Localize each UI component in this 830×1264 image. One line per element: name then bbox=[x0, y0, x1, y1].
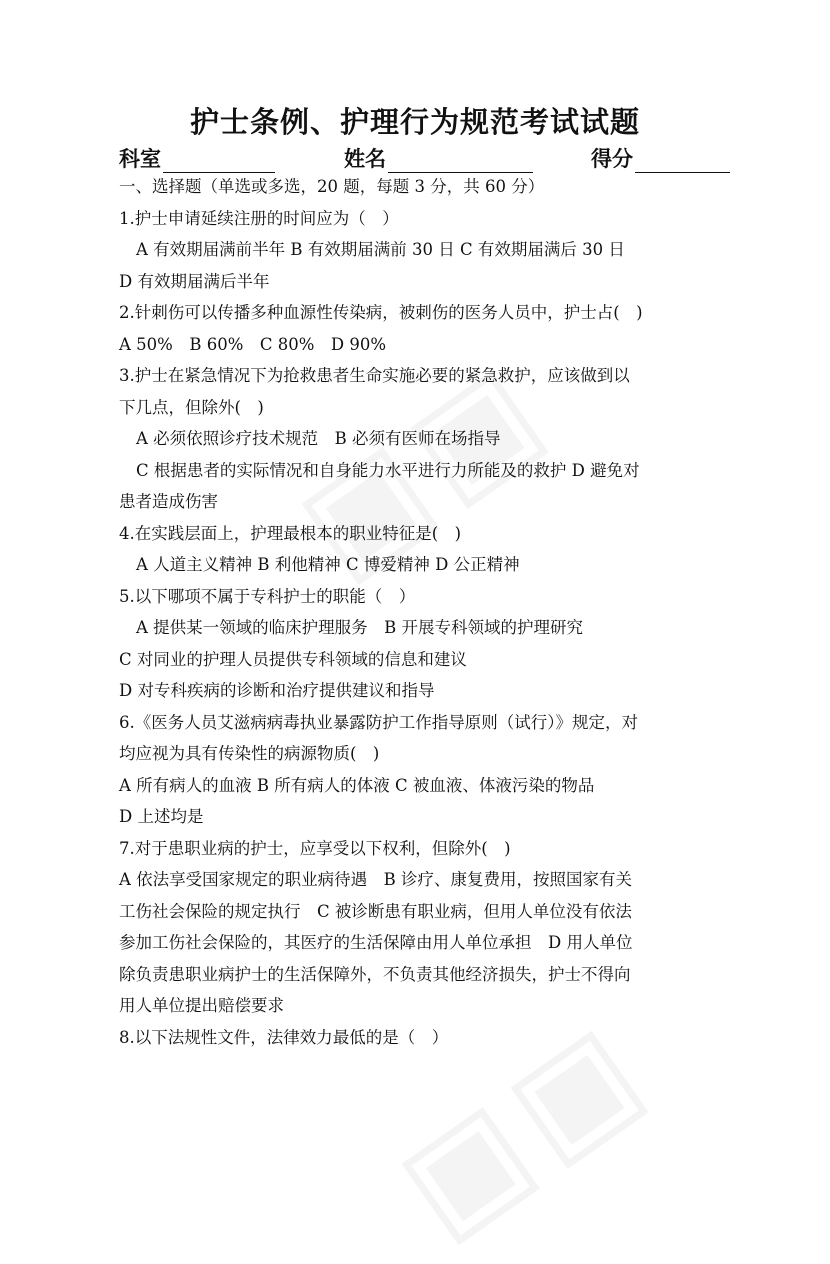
exam-header bbox=[119, 143, 739, 173]
section-heading: 一、选择题（单选或多选，20 题，每题 3 分，共 60 分） bbox=[119, 177, 545, 196]
question-text: 7.对于患职业病的护士，应享受以下权利，但除外( ) bbox=[119, 838, 511, 858]
name-label: 姓名 bbox=[344, 147, 386, 171]
question-text: 5.以下哪项不属于专科护士的职能（ ） bbox=[119, 586, 416, 606]
question-text: 2.针刺伤可以传播多种血源性传染病，被刺伤的医务人员中，护士占( ) bbox=[119, 303, 643, 322]
question-options: D 有效期届满后半年 bbox=[119, 271, 270, 291]
question-options: 参加工伤社会保险的，其医疗的生活保障由用人单位承担 D 用人单位 bbox=[119, 933, 633, 952]
question-options: 除负责患职业病护士的生活保障外，不负责其他经济损失，护士不得向 bbox=[119, 964, 631, 984]
exam-content bbox=[119, 171, 719, 1053]
dept-label: 科室 bbox=[119, 147, 161, 171]
question-text: 8.以下法规性文件，法律效力最低的是（ ） bbox=[119, 1027, 449, 1047]
question-options: A 必须依照诊疗技术规范 B 必须有医师在场指导 bbox=[136, 429, 501, 448]
question-text: 4.在实践层面上，护理最根本的职业特征是( ) bbox=[119, 523, 462, 543]
question-text: 均应视为具有传染性的病源物质( ) bbox=[119, 744, 380, 763]
question-text: 1.护士申请延续注册的时间应为（ ） bbox=[119, 208, 399, 228]
question-options: A 50% B 60% C 80% D 90% bbox=[119, 334, 387, 354]
question-options: A 提供某一领域的临床护理服务 B 开展专科领域的护理研究 bbox=[136, 618, 584, 637]
dept-blank bbox=[163, 150, 275, 173]
question-options: 工伤社会保险的规定执行 C 被诊断患有职业病，但用人单位没有依法 bbox=[119, 901, 632, 921]
question-options: 用人单位提出赔偿要求 bbox=[119, 996, 284, 1015]
score-blank bbox=[635, 150, 730, 173]
question-options: A 所有病人的血液 B 所有病人的体液 C 被血液、体液污染的物品 bbox=[119, 775, 595, 795]
question-text: 6.《医务人员艾滋病病毒执业暴露防护工作指导原则（试行）》规定，对 bbox=[119, 712, 638, 732]
name-blank bbox=[388, 150, 533, 173]
question-options: 患者造成伤害 bbox=[119, 492, 218, 511]
question-options: D 上述均是 bbox=[119, 807, 204, 826]
page-title: 护士条例、护理行为规范考试试题 bbox=[189, 105, 640, 139]
score-label: 得分 bbox=[591, 147, 633, 171]
question-options: C 根据患者的实际情况和自身能力水平进行力所能及的救护 D 避免对 bbox=[136, 460, 640, 480]
question-text: 3.护士在紧急情况下为抢救患者生命实施必要的紧急救护，应该做到以 bbox=[119, 366, 630, 385]
question-options: A 人道主义精神 B 利他精神 C 博爱精神 D 公正精神 bbox=[136, 555, 520, 574]
question-options: C 对同业的护理人员提供专科领域的信息和建议 bbox=[119, 649, 467, 669]
question-options: D 对专科疾病的诊断和治疗提供建议和指导 bbox=[119, 681, 435, 700]
question-options: A 依法享受国家规定的职业病待遇 B 诊疗、康复费用，按照国家有关 bbox=[119, 870, 633, 889]
name-field bbox=[344, 143, 533, 173]
dept-field bbox=[119, 143, 275, 173]
question-options: A 有效期届满前半年 B 有效期届满前 30 日 C 有效期届满后 30 日 bbox=[136, 240, 625, 259]
question-text: 下几点，但除外( ) bbox=[119, 397, 264, 417]
score-field bbox=[591, 143, 730, 173]
